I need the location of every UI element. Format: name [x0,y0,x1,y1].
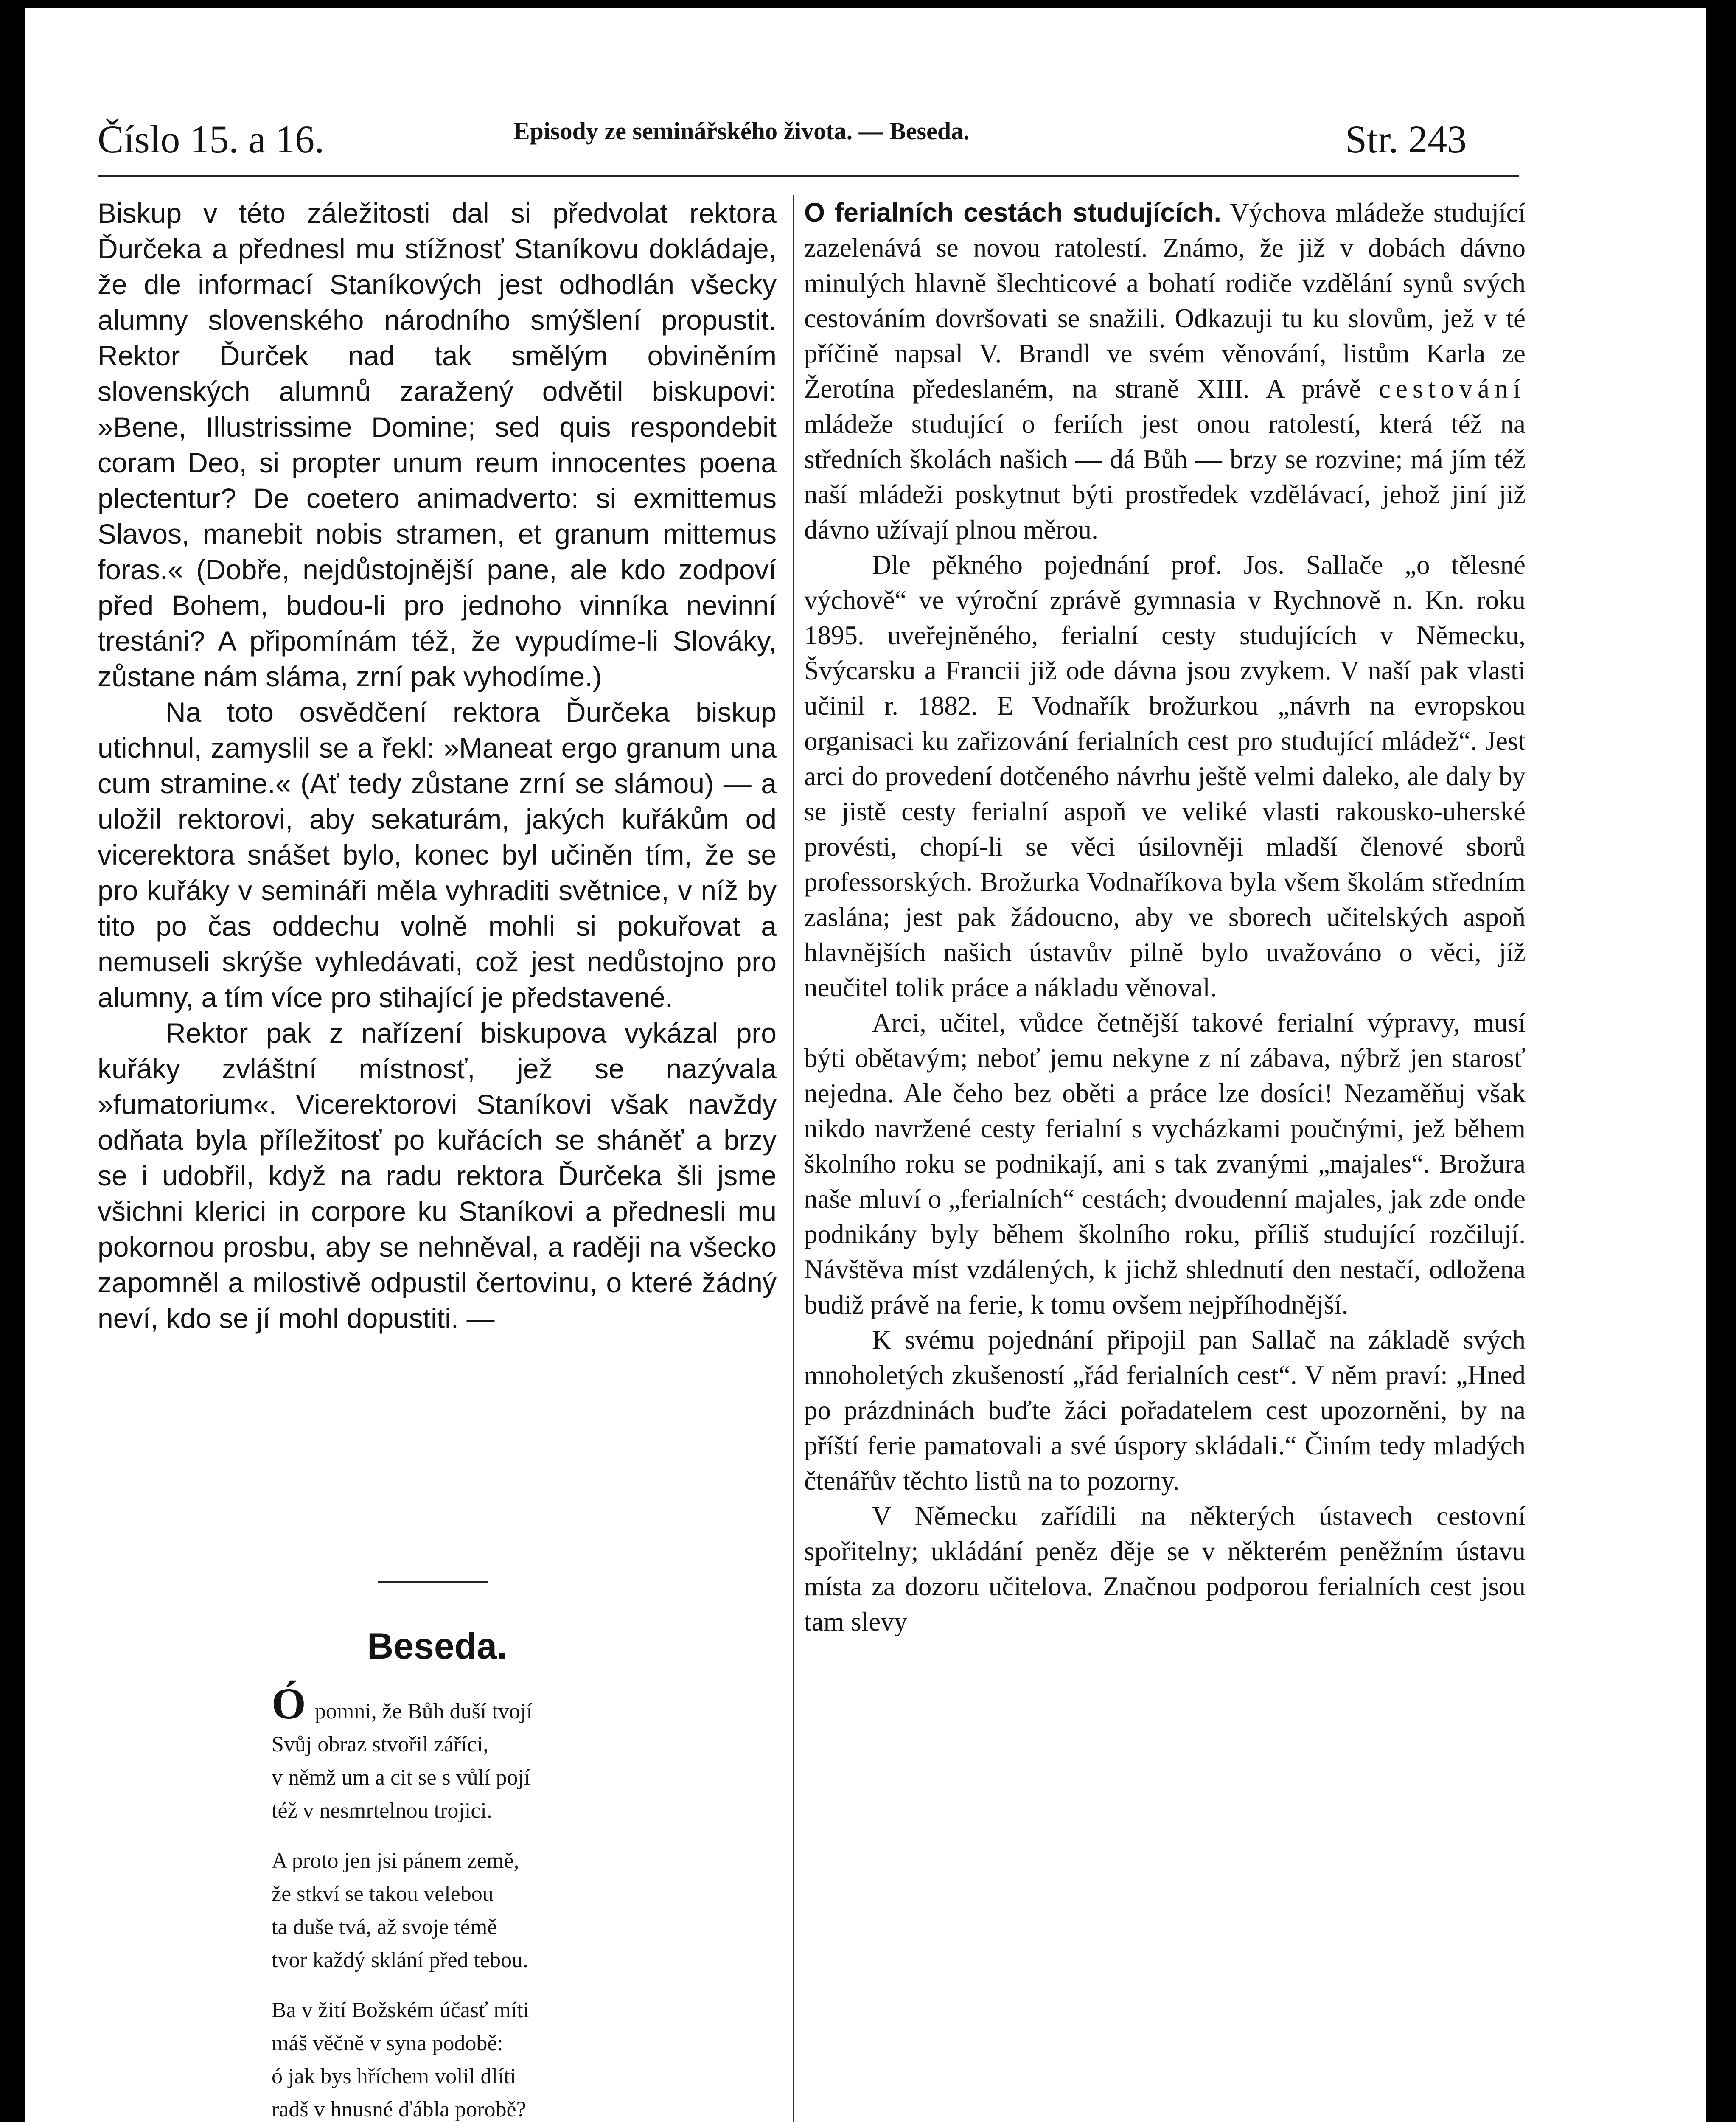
poem-line: též v nesmrtelnou trojici. [272,1799,492,1823]
poem-line: tvor každý sklání před tebou. [272,1948,529,1972]
right-paragraph: Dle pěkného pojednání prof. Jos. Sallače „o tělesné výchově“ ve výroční zprávě gymnasia v Rychnově n. Kn. roku 1895. uveřejněného, ferialní cesty studujících v Německu, Švýcarsku a Francii již ode dávna jsou zvykem. V naší pak vlasti učinil r. 1882. E Vodnařík brožurkou „návrh na evropskou organisaci ku zařizování ferialních cest pro studující mládež“. Jest arci do provedení dotčeného návrhu ještě velmi daleko, ale daly by se jistě cesty ferialní aspoň ve veliké vlasti rakousko-uherské provésti, chopí-li se věci úsilovněji mladší členové sborů professorských. Brožurka Vodnaříkova byla všem školám středním zaslána; jest pak žádoucno, aby ve sborech učitelských aspoň hlavnějších našich ústavův pilně bylo uvažováno o věci, jíž neučitel tolik práce a nákladu věnoval. [804,550,1526,1002]
article-lead-paragraph: O ferialních cestách studujících. Výchova mládeže studující zazelenává se novou ratolestí. Známo, že již v dobách dávno minulých hlavně šlechticové a bohatí rodiče vzdělání synů svých cestováním dovršovati se snažili. Odkazuji tu ku slovům, jež v té příčině napsal V. Brandl ve svém věnování, listům Karla ze Žerotína předeslaném, na straně XIII. A právě cestování mládeže studující o feriích jest onou ratolestí, která též na středních školách našich — dá Bůh — brzy se rozvine; má jím též naší mládeži poskytnut býti prostředek vzdělávací, jehož jiní již dávno užívají plnou měrou. [804,198,1526,545]
poem-line: ta duše tvá, až svoje témě [272,1915,497,1939]
poem-line: máš věčně v syna podobě: [272,2031,503,2055]
poem-title: Beseda. [367,1626,507,1667]
poem-line: A proto jen jsi pánem země, [272,1849,519,1873]
emphasized-word: cestování [1379,374,1526,404]
running-title: Episody ze seminářského života. — Beseda. [513,117,970,145]
page-number: Str. 243 [1345,118,1467,161]
column-rule [793,195,794,2122]
right-paragraph: Arci, učitel, vůdce četnější takové ferialní výpravy, musí býti obětavým; neboť jemu nekyne z ní zábava, nýbrž jen starosť nejedna. Ale čeho bez oběti a práce lze dosíci! Nezaměňuj však nikdo navržené cesty ferialní s vycházkami poučnými, jež během školního roku se podnikají, ani s tak zvanými „majales“. Brožura naše mluví o „ferialních“ cestách; dvoudenní majales, jak zde onde podnikány byly během školního roku, příliš studující rozčilují. Návštěva míst vzdálených, k jichž shlednutí den nestačí, odložena budiž právě na ferie, k tomu ovšem nejpříhodnější. [804,1008,1526,1319]
right-paragraph: K svému pojednání připojil pan Sallač na základě svých mnoholetých zkušeností „řád ferialních cest“. V něm praví: „Hned po prázdninách buďte žáci pořadatelem cest upozorněni, by na příští ferie pamatovali a své úspory skládali.“ Činím tedy mladých čtenářův těchto listů na to pozorny. [804,1325,1526,1496]
left-paragraph: Rektor pak z nařízení biskupova vykázal pro kuřáky zvláštní místnosť, jež se nazývala »fumatorium«. Vicerektorovi Staníkovi však navždy odňata byla příležitosť po kuřácích se sháněť a brzy se i udobřil, když na radu rektora Ďurčeka šli jsme všichni klerici in corpore ku Staníkovi a přednesli mu pokornou prosbu, aby se nehněval, a raději na všecko zapomněl a milostivě odpustil čertovinu, o které žádný neví, kdo se jí mohl dopustiti. — [98,1017,777,1334]
right-paragraph: V Německu zařídili na některých ústavech cestovní spořitelny; ukládání peněz děje se v některém peněžním ústavu místa za dozoru učitelova. Značnou podporou ferialních cest jsou tam slevy [804,1501,1526,1636]
left-paragraph: Na toto osvědčení rektora Ďurčeka biskup utichnul, zamyslil se a řekl: »Maneat ergo granum una cum stramine.« (Ať tedy zůstane zrní se slámou) — a uložil rektorovi, aby sekaturám, jakých kuřákům od vicerektora snášet bylo, konec byl učiněn tím, že se pro kuřáky v semináři měla vyhraditi světnice, v níž by tito po čas oddechu volně mohli si pokuřovat a nemuseli skrýše vyhledávati, což jest nedůstojno pro alumny, a tím více pro stihající je představené. [98,696,777,1013]
poem-line: Ó pomni, že Bůh duší tvojí [272,1679,533,1728]
poem-line: v němž um a cit se s vůlí pojí [272,1766,530,1790]
section-divider [378,1581,488,1583]
poem-line: Ba v žití Božském účasť míti [272,1998,530,2022]
poem-stanza [272,1844,781,1977]
poem-line: že stkví se takou velebou [272,1882,494,1906]
poem-dropcap: Ó [272,1679,306,1728]
poem-line: ó jak bys hříchem volil dlíti [272,2064,516,2088]
left-paragraph: Biskup v této záležitosti dal si předvolat rektora Ďurčeka a přednesl mu stížnosť Staníkovu dokládaje, že dle informací Staníkových jest odhodlán všecky alumny slovenského národního smýšlení propustit. Rektor Ďurček nad tak smělým obviněním slovenských alumnů zaražený odvětil biskupovi: »Bene, Illustrissime Domine; sed quis respondebit coram Deo, si propter unum reum innocentes poena plectentur? De coetero animadverto: si exmittemus Slavos, manebit nobis stramen, et granum mittemus foras.« (Dobře, nejdůstojnější pane, ale kdo zodpoví před Bohem, budou-li pro jednoho vinníka nevinní trestáni? A připomínám též, že vypudíme-li Slováky, zůstane nám sláma, zrní pak vyhodíme.) [98,197,777,692]
article-heading: O ferialních cestách studujících. [804,198,1221,227]
right-column [804,195,1526,1639]
left-column [98,195,777,1336]
poem [272,1679,781,2122]
poem-line: Svůj obraz stvořil záříci, [272,1732,489,1757]
journal-page [25,8,1706,2122]
issue-number: Číslo 15. a 16. [98,118,325,161]
poem-line: radš v hnusné ďábla porobě? [272,2097,526,2122]
poem-stanza [272,1994,781,2122]
header-rule [98,175,1519,177]
poem-stanza [272,1679,781,1827]
